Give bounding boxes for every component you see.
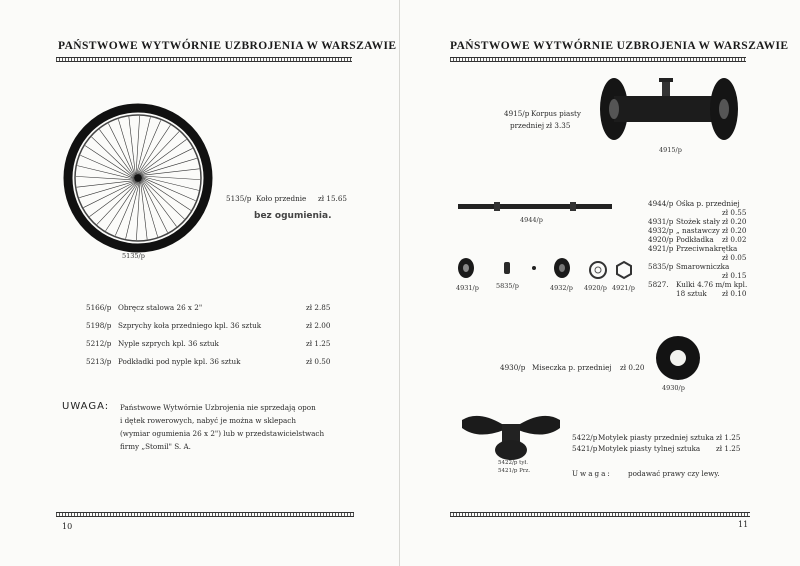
hub-label: Korpus piasty	[531, 109, 581, 118]
list-item-code: 5198/p	[86, 321, 112, 330]
wheel-code: 5135/p	[226, 194, 252, 203]
uwaga-line: Państwowe Wytwórnie Uzbrojenia nie sprzedają opon	[120, 403, 316, 412]
cup-price: zł 0.20	[620, 363, 645, 372]
part-desc: 18 sztuk	[676, 289, 707, 298]
wingnut-desc: Motylek piasty tylnej sztuka	[598, 444, 701, 453]
wheel-spoke	[76, 176, 135, 180]
cup-caption: 4930/p	[662, 384, 685, 392]
part-code: 4932/p	[648, 226, 674, 235]
wheel-price: zł 15.65	[318, 194, 347, 203]
uwaga-paragraph	[120, 401, 324, 453]
part-desc: Smarowniczka	[676, 262, 730, 271]
part-code: 4921/p	[648, 244, 674, 253]
part-code: 5827.	[648, 280, 669, 289]
wheel-spoke	[97, 182, 137, 224]
list-item-code: 5213/p	[86, 357, 112, 366]
cup-image	[654, 334, 702, 382]
front-wheel-image	[64, 104, 212, 252]
small-part-caption: 4921/p	[612, 284, 635, 292]
small-part-caption: 4931/p	[456, 284, 479, 292]
part-desc: Przeciwnakrętka	[676, 244, 738, 253]
wheel-spoke	[136, 181, 140, 240]
wheel-stamp-note: bez ogumienia.	[254, 211, 332, 221]
wheel-spoke	[141, 176, 200, 180]
wingnut-uwaga-label: Uwaga:	[572, 469, 612, 478]
list-item-desc: Nyple szprych kpl. 36 sztuk	[118, 339, 219, 348]
uwaga-line: firmy „Stomil" S. A.	[120, 442, 191, 451]
wingnut-code: 5421/p	[572, 444, 598, 453]
part-price: zł 0.55	[722, 208, 747, 217]
list-item-price: zł 2.00	[306, 321, 331, 330]
part-code: 4920/p	[648, 235, 674, 244]
wingnut-price: zł 1.25	[716, 433, 741, 442]
wingnut-desc: Motylek piasty przedniej sztuka	[598, 433, 714, 442]
wheel-spoke	[99, 129, 134, 176]
list-item-desc: Szprychy koła przedniego kpl. 36 sztuk	[118, 321, 262, 330]
wheel-spoke	[139, 132, 179, 174]
page-header: PAŃSTWOWE WYTWÓRNIE UZBROJENIA W WARSZAWIE	[58, 40, 397, 52]
part-price: zł 0.05	[722, 253, 747, 262]
wingnut-code: 5422/p	[572, 433, 598, 442]
wheel-label: Koło przednie	[256, 194, 307, 203]
small-part-caption: 5835/p	[496, 282, 519, 290]
wingnut-uwaga-text: podawać prawy czy lewy.	[628, 469, 720, 478]
uwaga-line: i dętek rowerowych, nabyć je można w sklepach	[120, 416, 296, 425]
list-item-desc: Podkładki pod nyple kpl. 36 sztuk	[118, 357, 241, 366]
hub-label-2: przedniej	[510, 121, 545, 130]
header-rule	[56, 57, 352, 62]
page-number: 10	[62, 522, 73, 531]
wheel-spoke	[136, 116, 140, 175]
part-desc: Stożek stały	[676, 217, 721, 226]
list-item-price: zł 0.50	[306, 357, 331, 366]
part-code: 5835/p	[648, 262, 674, 271]
hub-price: zł 3.35	[546, 121, 571, 130]
axle-image	[458, 202, 612, 212]
wheel-spoke	[139, 139, 186, 174]
part-price: zł 0.10	[722, 289, 747, 298]
part-price: zł 0.02	[722, 235, 747, 244]
part-code: 4931/p	[648, 217, 674, 226]
part-desc: Ośka p. przedniej	[676, 199, 740, 208]
cup-label: Miseczka p. przedniej	[532, 363, 612, 372]
small-part-caption: 4920/p	[584, 284, 607, 292]
wingnut-caption: 5422/p tył.	[498, 460, 528, 466]
wingnut-price: zł 1.25	[716, 444, 741, 453]
right-page	[400, 0, 800, 566]
wheel-caption: 5135/p	[122, 252, 145, 260]
part-price: zł 0.20	[722, 226, 747, 235]
uwaga-label: UWAGA:	[62, 401, 110, 412]
small-parts-image	[456, 256, 636, 280]
list-item-price: zł 2.85	[306, 303, 331, 312]
part-price: zł 0.15	[722, 271, 747, 280]
wingnut-image	[458, 410, 564, 462]
wingnut-caption: 5421/p Prz.	[498, 468, 531, 474]
hub-body-image	[596, 76, 742, 142]
hub-caption: 4915/p	[659, 146, 682, 154]
hub-code: 4915/p	[504, 109, 530, 118]
small-part-caption: 4932/p	[550, 284, 573, 292]
axle-caption: 4944/p	[520, 216, 543, 224]
wheel-spoke	[142, 179, 184, 219]
footer-rule	[450, 512, 750, 517]
part-desc: Kulki 4.76 m/m kpl.	[676, 280, 748, 289]
list-item-code: 5166/p	[86, 303, 112, 312]
page-number: 11	[738, 520, 749, 529]
header-rule	[450, 57, 746, 62]
uwaga-line: (wymiar ogumienia 26 x 2") lub w przedstawicielstwach	[120, 429, 325, 438]
part-desc: „ nastawczy	[676, 226, 720, 235]
part-code: 4944/p	[648, 199, 674, 208]
wheel-spoke	[92, 137, 134, 177]
footer-rule	[56, 512, 354, 517]
part-desc: Podkładka	[676, 235, 714, 244]
page-header: PAŃSTWOWE WYTWÓRNIE UZBROJENIA W WARSZAWIE	[450, 40, 789, 52]
part-price: zł 0.20	[722, 217, 747, 226]
list-item-desc: Obręcz stalowa 26 x 2"	[118, 303, 203, 312]
list-item-code: 5212/p	[86, 339, 112, 348]
cup-code: 4930/p	[500, 363, 526, 372]
wheel-spoke	[89, 182, 136, 217]
wheel-spoke	[142, 179, 177, 226]
list-item-price: zł 1.25	[306, 339, 331, 348]
